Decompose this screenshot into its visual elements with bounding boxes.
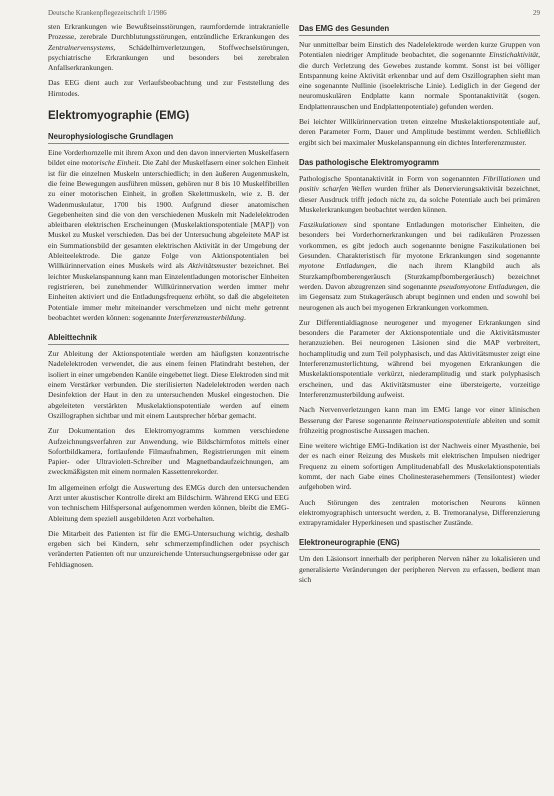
paragraph: [48, 529, 289, 570]
text-run: Zur Differentialdiagnose neurogener und myogener Erkrankungen sind besonders die Parameter der Aktionspotentiale und die Aktivitätsmuster heranzuziehen. Bei neurogenen Läsionen sind die MAP verbreitert, hochamplitudig und zum Teil polyphasisch, und das Aktivitätsmuster zeigt eine Interferenzmusterlichtung, während bei myogenen Erkrankungen die Muskelaktionspotentiale verkürzt, niederamplitudig und stark polyphasisch erscheinen, und das Aktivitätsmuster eine übersteigerte, vorzeitige Interferenzmusterbildung aufweist.: [299, 317, 540, 399]
right-column: [299, 22, 540, 590]
text-run: wurden früher als Denervierungsaktivität bezeichnet, dieser Ausdruck trifft jedoch nicht zu, da solche Potentiale auch bei primären Muskelerkrankungen beobachtet werden können.: [299, 184, 541, 214]
text-run: Zur Dokumentation des Elektromyogramms kommen verschiedene Aufzeichnungsverfahren zur Anwendung, wie Bildschirmfotos mittels einer Sofortbildkamera, fortlaufende Filmaufnahmen, Registrierungen mit einem Papier- oder Ultraviolett-Schreiber und Magnetbandaufzeichnungen, am zweckmäßigsten mit einem normalen Kassettenrekorder.: [48, 426, 289, 477]
text-run: Bei leichter Willkürinnervation treten einzelne Muskelaktionspotentiale auf, deren Parameter Form, Dauer und Amplitude bestimmt werden. Schließlich ergibt sich bei maximaler Muskelanspannung ein dichtes Interferenzmuster.: [299, 117, 540, 147]
paragraph: [48, 483, 289, 524]
paragraph: [299, 498, 540, 529]
paragraph: [299, 220, 540, 313]
emphasized-term: Interferenzmusterbildung: [167, 312, 244, 322]
paragraph: [299, 405, 540, 436]
text-run: .: [243, 312, 246, 322]
section-heading-elektroneurographie-eng: Elektroneurographie (ENG): [299, 538, 540, 550]
page-number: 29: [533, 9, 540, 17]
text-run: bezeichnet. Bei leichter Muskelanspannung kann man Einzelentladungen motorischer Einheiten registrieren, bei zunehmender Willkürinnervation werden immer mehr Einheiten aktiviert und die Entladungsfrequenz erhöht, so daß die abgeleiteten Potentiale immer mehr miteinander verschmelzen und nicht mehr getrennt beobachtet werden können: sogenannte: [48, 261, 289, 322]
text-run: Nach Nervenverletzungen kann man im EMG lange vor einer klinischen Besserung der Parese sogenannte: [299, 405, 540, 425]
left-column: [48, 22, 289, 575]
section-heading-neurophysiologische-grundlagen: Neurophysiologische Grundlagen: [48, 132, 289, 144]
text-run: Um den Läsionsort innerhalb der peripheren Nerven näher zu lokalisieren und generalisierte Veränderungen der peripheren Nerven zu erfassen, bedient man sich: [299, 554, 540, 585]
text-run: Pathologische Spontanaktivität in Form von sogenannten: [299, 173, 483, 183]
paragraph: [299, 441, 540, 492]
journal-title: Deutsche Krankenpflegezeitschrift 1/1986: [48, 9, 167, 17]
text-run: . Die Zahl der Muskelfasern einer solchen Einheit ist für die einzelnen Muskeln unterschiedlich; in den äußeren Augenmuskeln, die feine Bewegungen ausführen müssen, gehören nur 8 bis 10 Muskelfibrillen zu einer motorischen Einheit, in großen Skelettmuskeln, wie z. B. der Wadenmuskulatur, 1700 bis 1900. Aufgrund dieser anatomischen Gegebenheiten sind die von den verschiedenen Muskeln mit Nadelelektroden ableitbaren elektrischen Erscheinungen (Muskelaktionspotentiale [MAP]) von Muskel zu Muskel verschieden. Das bei der Untersuchung abgeleitete MAP ist ein Summationsbild der gesamten elektrischen Aktivität in der Umgebung der Ableiteelektrode. Die ganze Folge von Aktionspotentialen bei Willkürinnervation eines Muskels wird als: [48, 158, 289, 271]
text-run: Eine weitere wichtige EMG-Indikation ist der Nachweis einer Myasthenie, bei der es nach einer Reizung des Muskels mit elektrischen Impulsen niedriger Frequenz zu einem sofortigen Amplitudenabfall des Muskelaktionspotentials kommt, der nach Gabe eines Cholinesterasehemmers (Tensilontest) wieder aufgehoben wird.: [299, 441, 540, 492]
paragraph: [48, 22, 289, 73]
paragraph: [299, 40, 540, 112]
emphasized-term: positiv scharfen Wellen: [299, 184, 372, 194]
text-run: Nur unmittelbar beim Einstich des Nadelelektrode werden kurze Gruppen von Potentialen niedriger Amplitude beobachtet, die sogenannte: [299, 40, 540, 60]
running-head: [48, 9, 540, 17]
section-heading-das-pathologische-elektromyogramm: Das pathologische Elektromyogramm: [299, 158, 540, 170]
paragraph: [48, 148, 289, 323]
paragraph: [299, 117, 540, 148]
paragraph: [48, 426, 289, 477]
text-run: und: [525, 173, 540, 183]
emphasized-term: motorische Einheit: [81, 158, 139, 168]
section-heading-das-emg-des-gesunden: Das EMG des Gesunden: [299, 24, 540, 36]
emphasized-term: Reinnervationspotentiale: [404, 415, 480, 425]
paragraph: [48, 78, 289, 99]
paragraph: [48, 349, 289, 421]
text-run: Auch Störungen des zentralen motorischen Neurons können elektromyographisch untersucht werden, z. B. Tremoranalyse, Differenzierung extrapyramidaler Hyperkinesen und spastischer Zustände.: [299, 497, 540, 528]
emphasized-term: Aktivitätsmuster: [187, 261, 237, 271]
paragraph: [299, 554, 540, 585]
text-run: Eine Vorderhornzelle mit ihrem Axon und den davon innervierten Muskelfasern bildet eine: [48, 148, 289, 168]
emphasized-term: Zentralnervensystems: [48, 42, 114, 52]
text-run: sten Erkrankungen wie Bewußtseinsstörungen, raumfordernde intrakranielle Prozesse, zerebrale Durchblutungsstörungen, entzündliche Erkrankungen des: [48, 22, 289, 42]
paragraph: [299, 174, 540, 215]
emphasized-term: pseudomyotone Entladungen: [439, 281, 527, 291]
text-run: Zur Ableitung der Aktionspotentiale werden am häufigsten konzentrische Nadelelektroden verwendet, die aus einem feinen Platindraht bestehen, der isoliert in einer umgebenden Kanüle eingebettet liegt. Diese Elektroden sind mit einem Verstärker verbunden. Die sterilisierten Nadelelektroden werden nach Desinfektion der Haut in den zu untersuchenden Muskel eingestochen. Die abgeleiteten verstärkten Muskelaktionspotentiale werden auf einem Oszillographen sichtbar und mit einem Lautsprecher hörbar gemacht.: [48, 349, 289, 420]
text-run: , die durch Verletzung des Gewebes zustande kommt. Sonst ist bei völliger Entspannung keine Aktivität erkennbar und auf dem Oszillographen sieht man eine sogenannte Nullinie (isoelektrische Linie). Lediglich in der Gegend der neuromuskulären Endplatte kann normale Spontanaktivität (sogen. Endplattenrauschen und Endplattenpotentiale) gefunden werden.: [299, 50, 540, 111]
emphasized-term: Einstichaktivität: [488, 50, 539, 60]
emphasized-term: myotone Entladungen: [299, 261, 375, 271]
emphasized-term: Fibrillationen: [483, 173, 526, 183]
emphasized-term: Faszikulationen: [299, 220, 347, 230]
text-run: Die Mitarbeit des Patienten ist für die EMG-Untersuchung wichtig, deshalb ergeben sich bei Kindern, sehr schmerzempfindlichen oder psychisch veränderten Patienten oft nur unzureichende Untersuchungsergebnisse oder gar Fehldiagnosen.: [48, 528, 289, 569]
text-run: sind spontane Entladungen motorischer Einheiten, die besonders bei Vorderhornerkrankungen und bei radikulären Prozessen vorkommen, es gibt jedoch auch sogenannte benigne Faszikulationen bei Gesunden. Charakteristisch für myotone Erkrankungen sind sogenannte: [299, 220, 540, 261]
text-run: , Schädelhirnverletzungen, Stoffwechselstörungen, psychiatrische Erkrankungen und besonders bei zerebralen Anfallserkrankungen.: [48, 42, 289, 73]
text-run: Das EEG dient auch zur Verlaufsbeobachtung und zur Feststellung des Hirntodes.: [48, 78, 289, 98]
section-heading-elektromyographie-emg: Elektromyographie (EMG): [48, 110, 190, 123]
text-run: ableiten und somit frühzeitig prognostische Aussagen machen.: [299, 415, 540, 435]
paragraph: [299, 318, 540, 400]
text-run: , die im Gegensatz zum Stukageräusch abrupt beginnen und enden und sowohl bei neurogenen als auch bei myogenen Erkrankungen vorkommen.: [299, 281, 540, 312]
text-run: , die nach ihrem Klangbild auch als Sturzkampfbomberengeräusch (Sturzkampfbombergeräusch) bezeichnet werden. Davon abzugrenzen sind sogenannte: [299, 261, 540, 291]
text-run: Im allgemeinen erfolgt die Auswertung des EMGs durch den untersuchenden Arzt unter akustischer Kontrolle direkt am Bildschirm. Während EKG und EEG von technischem Hilfspersonal aufgenommen werden können, bleibt die EMG-Ableitung dem speziell ausgebildeten Arzt vorbehalten.: [48, 482, 289, 523]
section-heading-ableittechnik: Ableittechnik: [48, 333, 289, 345]
